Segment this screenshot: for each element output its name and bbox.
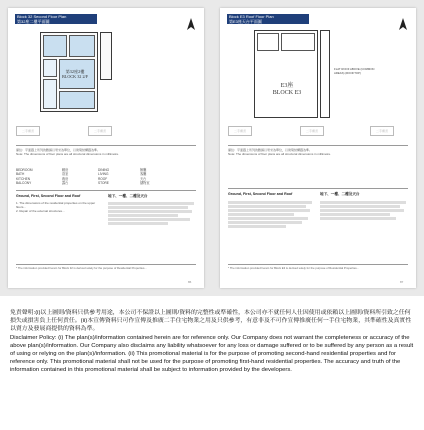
watermark-stamp-icon: 二手樓書 bbox=[370, 126, 394, 136]
left-notes-en: 1. The dimensions of the residential properties on the upper floors... 2. Repair of the external structures... bbox=[16, 201, 96, 214]
right-section-title-zh: 地下、一樓、二樓及天台 bbox=[320, 192, 360, 196]
right-page-header bbox=[227, 14, 309, 24]
left-floor-plan bbox=[40, 32, 98, 112]
north-arrow-icon bbox=[186, 18, 196, 32]
watermark-stamp-icon: 二手樓書 bbox=[300, 126, 324, 136]
left-header-en: Block 32 Second Floor Plan bbox=[17, 14, 67, 19]
plan-room-roof bbox=[257, 33, 279, 51]
left-floor-plan-page bbox=[8, 8, 204, 288]
disclaimer-en: Disclaimer Policy: (i) The plan(s)/information contained herein are for reference only. Our Company does not warrant the completeness or accuracy of the above plan(s)/information. Our Company also disclaims any liability whatsoever for any loss or damage suffered or to be suffered by any person as a result of using or relying on the plan(s)/information. (ii) This promotional material is for the purpose of promoting second-hand residential properties and for reference only. This promotional material shall not be used for the purpose of promoting first-hand residential properties. The accuracy and truth of the information contained in this promotional material shall be subject to information provided by the developers. bbox=[10, 334, 414, 374]
plan-room-bedroom bbox=[43, 35, 67, 57]
left-section-title-zh: 地下、一樓、二樓及天台 bbox=[108, 194, 148, 198]
right-plan-edge bbox=[320, 30, 330, 118]
plan-room-bedroom bbox=[69, 35, 95, 57]
right-scale-note: 備註：平面圖上所列的數據以毫米為單位，以建築結構圖為準。 Note: The dimensions of floor plans are all structural dimensions in millimetre. bbox=[228, 148, 331, 157]
left-section-title-en: Ground, First, Second Floor and Roof bbox=[16, 194, 81, 198]
watermark-stamp-icon: 二手樓書 bbox=[88, 126, 112, 136]
watermark-stamp-icon: 二手樓書 bbox=[228, 126, 252, 136]
left-scale-note: 備註：平面圖上所列的數據以毫米為單位，以建築結構圖為準。 Note: The dimensions of floor plans are all structural dimensions in millimetre. bbox=[16, 148, 119, 157]
right-section-title-en: Ground, First, Second Floor and Roof bbox=[228, 192, 293, 196]
divider bbox=[16, 264, 196, 265]
right-floor-plan-page bbox=[220, 8, 416, 288]
left-legend: BEDROOM 睡房 DINING 飯廳 BATH 浴室 LIVING 客廳 KITCHEN 廚房 ROOF 天台 BALCONY 露台 STORE 儲物室 bbox=[16, 168, 150, 186]
left-notes-zh-lines bbox=[108, 201, 196, 226]
watermark-stamp-icon: 二手樓書 bbox=[16, 126, 40, 136]
right-header-zh: 第E3座天台平面圖 bbox=[229, 19, 262, 24]
left-page-header bbox=[15, 14, 97, 24]
left-plan-label: 第32座2樓 BLOCK 32 2/F bbox=[61, 69, 89, 79]
left-header-zh: 第32座二樓平面圖 bbox=[17, 19, 50, 24]
plan-room-dining bbox=[59, 91, 95, 109]
divider bbox=[228, 264, 408, 265]
right-header-en: Block E3 Roof Floor Plan bbox=[229, 14, 274, 19]
right-footnote: * The information provided herein for Block E3 is derived solely for the purpose of Residential Properties... bbox=[228, 266, 360, 270]
left-page-number: 86 bbox=[188, 280, 192, 284]
left-plan-balcony bbox=[100, 32, 112, 80]
north-arrow-icon bbox=[398, 18, 408, 32]
right-roof-note: FLAT ROOF ABOVE (COMMON AREAS) (ROOFTOP) bbox=[334, 67, 375, 75]
right-plan-label: E3座 BLOCK E3 bbox=[272, 83, 302, 96]
right-notes-zh-lines bbox=[320, 200, 408, 221]
right-floor-plan bbox=[254, 30, 318, 118]
divider bbox=[16, 145, 196, 146]
plan-room-kitchen bbox=[43, 79, 57, 109]
disclaimer-text bbox=[10, 309, 414, 375]
right-notes-en-lines bbox=[228, 200, 314, 229]
divider bbox=[16, 190, 196, 191]
left-footnote: * The information provided herein for Block 32 is derived solely for the purpose of Residential Properties... bbox=[16, 266, 147, 270]
divider bbox=[228, 145, 408, 146]
right-page-number: 87 bbox=[400, 280, 404, 284]
disclaimer-zh: 免責聲明:(i)以上圖則/資料只供參考用途，本公司不保證以上圖則/資料的完整性或準確性，本公司亦不就任何人仕因使用或依賴以上圖則/資料所引致之任何損失或損害負上任何責任。(ii)本宣傳資料只可作宣傳及推廣二手住宅物業之用及只供參考，有意非及不可作宣傳推廣任何一手住宅物業，其準確性及真實性以賣方及發展商提供的資料為準。 bbox=[10, 310, 412, 333]
divider bbox=[228, 188, 408, 189]
plan-room-roof bbox=[281, 33, 315, 51]
